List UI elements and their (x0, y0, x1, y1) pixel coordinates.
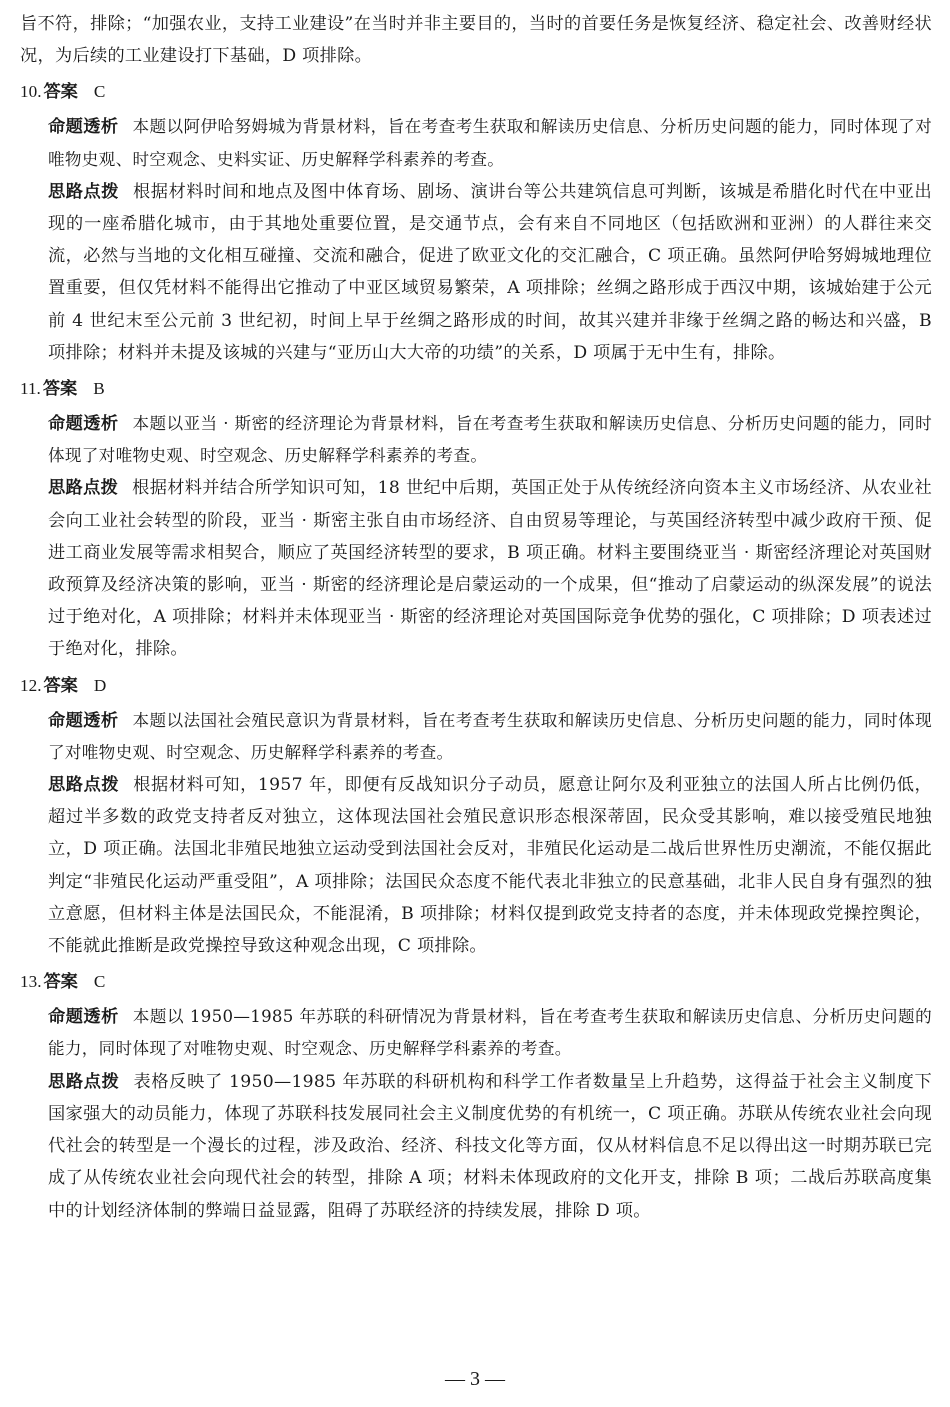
intro-block (20, 408, 932, 472)
intro-block (20, 1001, 932, 1065)
answer-value: C (93, 82, 106, 102)
analysis-block (20, 769, 932, 962)
intro-label: 命题透析 (48, 1007, 119, 1028)
answer-label: 答案 (43, 972, 78, 993)
answer-label: 答案 (43, 82, 78, 103)
analysis-label: 思路点拨 (48, 775, 120, 796)
question-number: 10. (20, 82, 42, 102)
answer-value: D (93, 675, 107, 695)
intro-text: 本题以 1950—1985 年苏联的科研情况为背景材料，旨在考查考生获取和解读历史信息、分析历史问题的能力，同时体现了对唯物史观、时空观念、历史解释学科素养的考查。 (48, 1007, 933, 1059)
answer-line (20, 76, 932, 108)
analysis-text: 根据材料可知，1957 年，即便有反战知识分子动员，愿意让阿尔及利亚独立的法国人所占比例仍低，超过半多数的政党支持者反对独立，这体现法国社会殖民意识形态根深蒂固，民众受其影响，难以接受殖民地独立，D 项正确。法国北非殖民地独立运动受到法国社会反对，非殖民化运动是二战后世界性历史潮流，不能仅据此判定“非殖民化运动严重受阻”，A 项排除；法国民众态度不能代表北非独立的民意基础，北非人民自身有强烈的独立意愿，但材料主体是法国民众，不能混淆，B 项排除；材料仅提到政党支持者的态度，并未体现政党操控舆论，不能就此推断是政党操控导致这种观念出现，C 项排除。 (48, 775, 932, 957)
question-item (20, 670, 932, 963)
question-list (20, 76, 932, 1226)
analysis-text: 根据材料时间和地点及图中体育场、剧场、演讲台等公共建筑信息可判断，该城是希腊化时代在中亚出现的一座希腊化城市，由于其地处重要位置，是交通节点，会有来自不同地区（包括欧洲和亚洲）的人群往来交流，必然与当地的文化相互碰撞、交流和融合，促进了欧亚文化的交汇融合，C 项正确。虽然阿伊哈努姆城地理位置重要，但仅凭材料不能得出它推动了中亚区域贸易繁荣，A 项排除；丝绸之路形成于西汉中期，该城始建于公元前 4 世纪末至公元前 3 世纪初，时间上早于丝绸之路形成的时间，故其兴建并非缘于丝绸之路的畅达和兴盛，B 项排除；材料并未提及该城的兴建与“亚历山大大帝的功绩”的关系，D 项属于无中生有，排除。 (48, 181, 932, 363)
question-number: 13. (20, 972, 42, 992)
intro-text: 本题以阿伊哈努姆城为背景材料，旨在考查考生获取和解读历史信息、分析历史问题的能力，同时体现了对唯物史观、时空观念、史料实证、历史解释学科素养的考查。 (48, 117, 932, 169)
analysis-block (20, 176, 932, 369)
answer-value: B (93, 379, 105, 399)
intro-label: 命题透析 (48, 414, 119, 435)
answer-value: C (93, 972, 106, 992)
analysis-block (20, 1066, 932, 1227)
question-item (20, 966, 932, 1226)
analysis-text: 表格反映了 1950—1985 年苏联的科研机构和科学工作者数量呈上升趋势，这得益于社会主义制度下国家强大的动员能力，体现了苏联科技发展同社会主义制度优势的有机统一，C 项正确。苏联从传统农业社会向现代社会的转型是一个漫长的过程，涉及政治、经济、科技文化等方面，仅从材料信息不足以得出这一时期苏联已完成了从传统农业社会向现代社会的转型，排除 A 项；材料未体现政府的文化开支，排除 B 项；二战后苏联高度集中的计划经济体制的弊端日益显露，阻碍了苏联经济的持续发展，排除 D 项。 (48, 1071, 932, 1221)
page-number: — 3 — (445, 1368, 505, 1390)
answer-line (20, 670, 932, 702)
intro-block (20, 111, 932, 175)
intro-text: 本题以法国社会殖民意识为背景材料，旨在考查考生获取和解读历史信息、分析历史问题的能力，同时体现了对唯物史观、时空观念、历史解释学科素养的考查。 (48, 710, 932, 762)
question-number: 11. (20, 379, 41, 399)
question-item (20, 373, 932, 666)
answer-line (20, 373, 932, 405)
intro-label: 命题透析 (48, 710, 119, 731)
intro-block (20, 705, 932, 769)
answer-label: 答案 (42, 379, 78, 400)
intro-text: 本题以亚当 · 斯密的经济理论为背景材料，旨在考查考生获取和解读历史信息、分析历史问题的能力，同时体现了对唯物史观、时空观念、历史解释学科素养的考查。 (48, 414, 932, 466)
answer-line (20, 966, 932, 998)
top-paragraph: 旨不符，排除；“加强农业，支持工业建设”在当时并非主要目的，当时的首要任务是恢复经济、稳定社会、改善财经状况，为后续的工业建设打下基础，D 项排除。 (20, 14, 932, 67)
analysis-block (20, 472, 932, 665)
document-page (20, 8, 932, 1227)
intro-label: 命题透析 (48, 117, 119, 138)
analysis-label: 思路点拨 (48, 181, 120, 202)
answer-label: 答案 (43, 675, 78, 696)
analysis-label: 思路点拨 (48, 1071, 120, 1092)
analysis-text: 根据材料并结合所学知识可知，18 世纪中后期，英国正处于从传统经济向资本主义市场经济、从农业社会向工业社会转型的阶段，亚当 · 斯密主张自由市场经济、自由贸易等理论，与英国经济转型中减少政府干预、促进工商业发展等需求相契合，顺应了英国经济转型的要求，B 项正确。材料主要围绕亚当 · 斯密经济理论对英国财政预算及经济决策的影响，亚当 · 斯密的经济理论是启蒙运动的一个成果，但“推动了启蒙运动的纵深发展”的说法过于绝对化，A 项排除；材料并未体现亚当 · 斯密的经济理论对英国国际竞争优势的强化，C 项排除；D 项表述过于绝对化，排除。 (48, 478, 933, 660)
question-item (20, 76, 932, 369)
question-number: 12. (20, 675, 42, 695)
analysis-label: 思路点拨 (48, 478, 119, 499)
